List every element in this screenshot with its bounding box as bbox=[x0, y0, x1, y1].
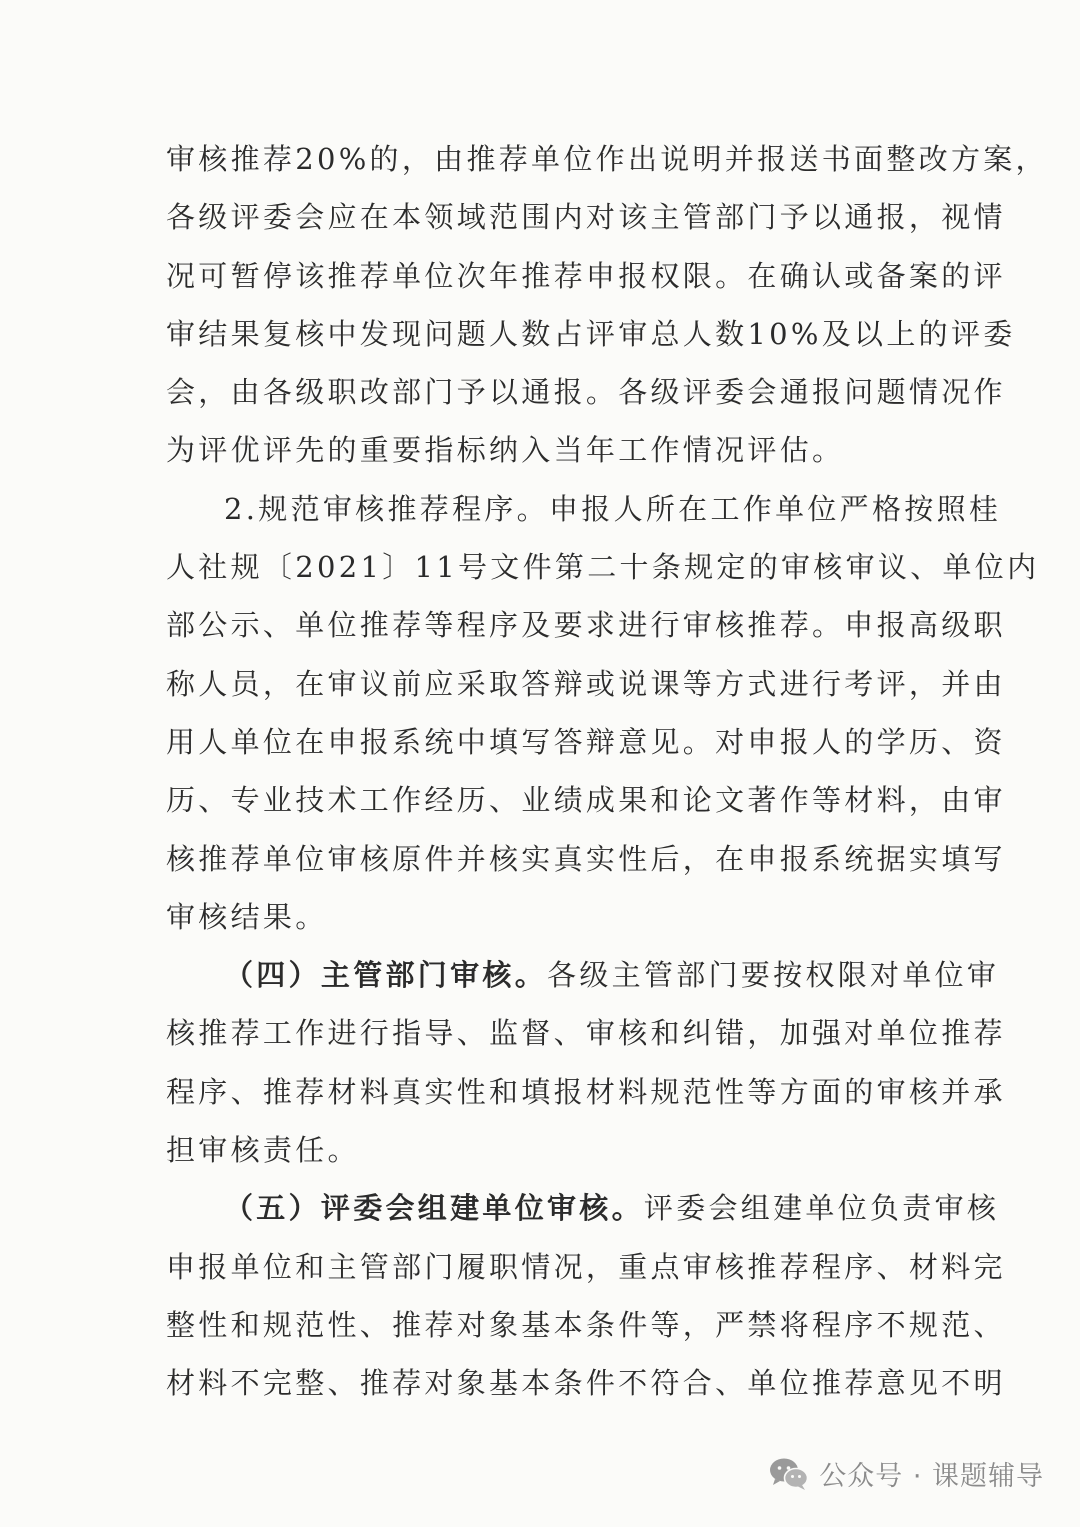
text-line: 审结果复核中发现问题人数占评审总人数10%及以上的评委 bbox=[166, 316, 1016, 351]
text-line: 各级评委会应在本领域范围内对该主管部门予以通报，视情 bbox=[166, 200, 1006, 235]
text-line: 况可暂停该推荐单位次年推荐申报权限。在确认或备案的评 bbox=[166, 258, 1006, 293]
watermark-text: 公众号 · 课题辅导 bbox=[819, 1461, 1044, 1492]
paragraph-4 bbox=[166, 1179, 1006, 1412]
section-heading: （四）主管部门审核。 bbox=[224, 958, 548, 993]
text-line: 材料不完整、推荐对象基本条件不符合、单位推荐意见不明 bbox=[166, 1366, 1006, 1401]
text-line: 审核推荐20%的，由推荐单位作出说明并报送书面整改方案， bbox=[166, 142, 1048, 176]
text-line: 用人单位在申报系统中填写答辩意见。对申报人的学历、资 bbox=[166, 724, 1006, 759]
text-line: 历、专业技术工作经历、业绩成果和论文著作等材料，由审 bbox=[166, 783, 1006, 818]
text-line: 核推荐工作进行指导、监督、审核和纠错，加强对单位推荐 bbox=[166, 1016, 1006, 1051]
text-run: 各级主管部门要按权限对单位审 bbox=[547, 958, 1000, 993]
text-line: 审核结果。 bbox=[166, 899, 328, 934]
paragraph-1 bbox=[166, 130, 1048, 480]
text-run: 评委会组建单位负责审核 bbox=[643, 1191, 1000, 1226]
paragraph-3 bbox=[166, 946, 1006, 1179]
text-line: 称人员，在审议前应采取答辩或说课等方式进行考评，并由 bbox=[166, 666, 1006, 701]
paragraph-2 bbox=[166, 480, 1040, 946]
text-line: 程序、推荐材料真实性和填报材料规范性等方面的审核并承 bbox=[166, 1074, 1006, 1109]
text-line: 会，由各级职改部门予以通报。各级评委会通报问题情况作 bbox=[166, 375, 1006, 410]
document-body bbox=[166, 130, 1048, 1413]
text-line bbox=[166, 946, 1000, 1004]
text-line: 核推荐单位审核原件并核实真实性后，在申报系统据实填写 bbox=[166, 841, 1006, 876]
text-line bbox=[166, 1179, 1000, 1237]
text-line: 人社规〔2021〕11号文件第二十条规定的审核审议、单位内 bbox=[166, 550, 1040, 585]
wechat-watermark bbox=[769, 1454, 1044, 1493]
text-line: 整性和规范性、推荐对象基本条件等，严禁将程序不规范、 bbox=[166, 1307, 1006, 1342]
text-line: 为评优评先的重要指标纳入当年工作情况评估。 bbox=[166, 433, 845, 468]
section-heading: （五）评委会组建单位审核。 bbox=[224, 1191, 644, 1226]
wechat-icon bbox=[769, 1457, 809, 1491]
text-line: 申报单位和主管部门履职情况，重点审核推荐程序、材料完 bbox=[166, 1249, 1006, 1284]
text-line: 2.规范审核推荐程序。申报人所在工作单位严格按照桂 bbox=[224, 491, 1002, 526]
text-line: 部公示、单位推荐等程序及要求进行审核推荐。申报高级职 bbox=[166, 608, 1006, 643]
text-line: 担审核责任。 bbox=[166, 1133, 360, 1168]
